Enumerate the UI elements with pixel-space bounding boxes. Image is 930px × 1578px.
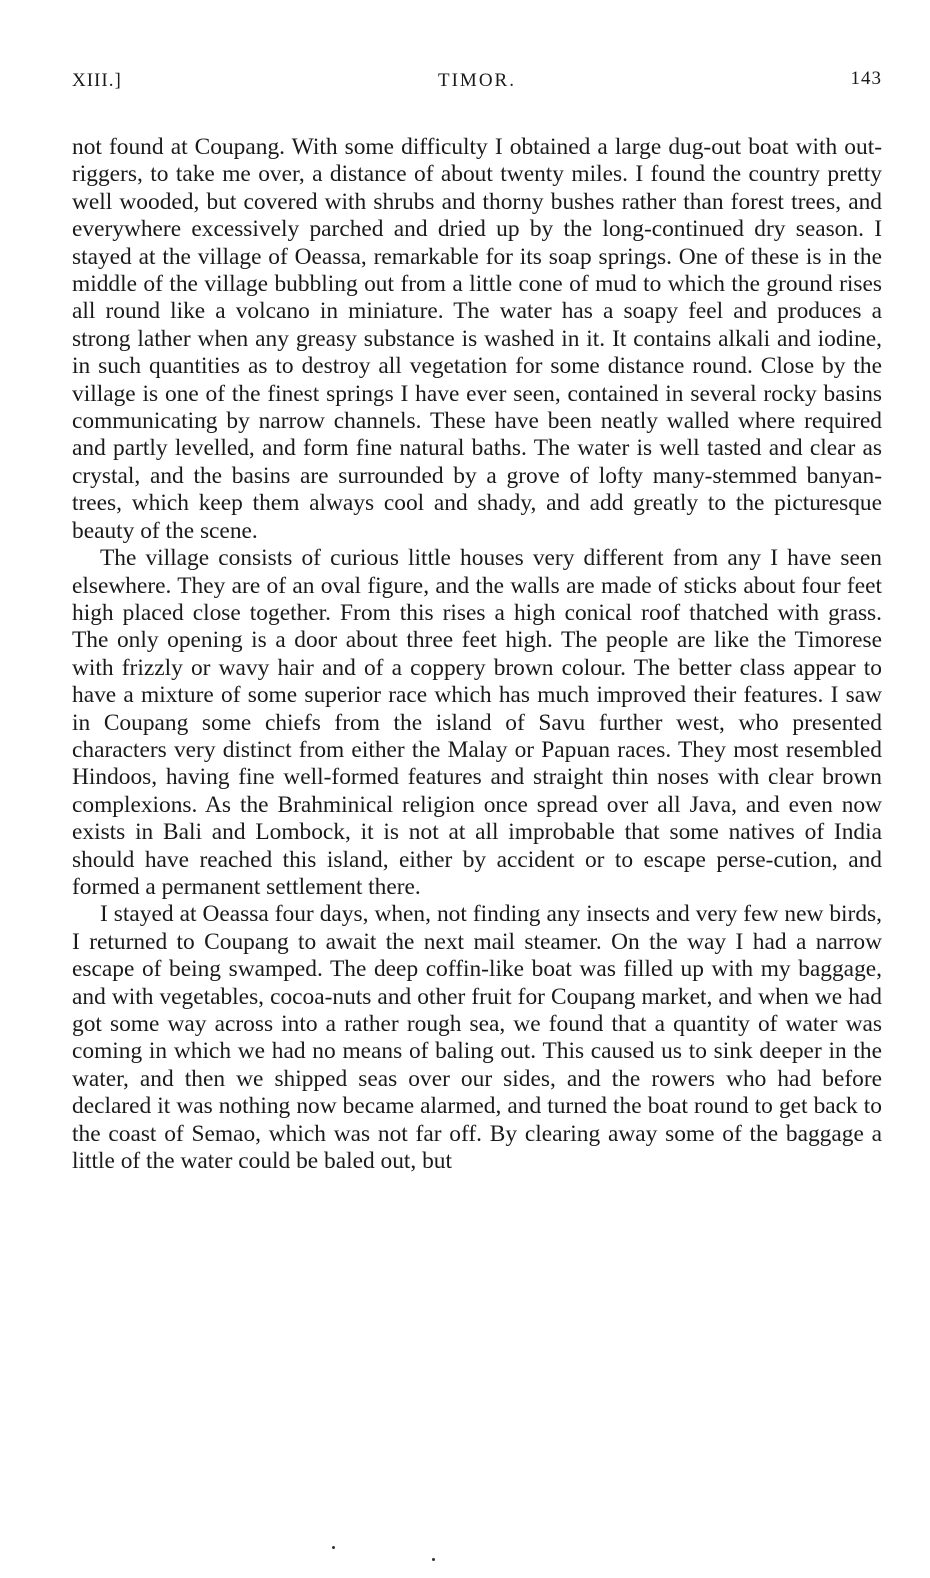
body-text: [72, 134, 882, 1175]
paragraph-3: I stayed at Oeassa four days, when, not finding any insects and very few new birds, I returned to Coupang to await the next mail steamer. On the way I had a narrow escape of being swamped. The deep coffin-like boat was filled up with my baggage, and with vegetables, cocoa-nuts and other fruit for Coupang market, and when we had got some way across into a rather rough sea, we found that a quantity of water was coming in which we had no means of baling out. This caused us to sink deeper in the water, and then we shipped seas over our sides, and the rowers who had before declared it was nothing now became alarmed, and turned the boat round to get back to the coast of Semao, which was not far off. By clearing away some of the baggage a little of the water could be baled out, but: [72, 901, 882, 1175]
book-page: [72, 62, 882, 1175]
running-title: TIMOR.: [438, 70, 516, 91]
chapter-number: XIII.]: [72, 70, 122, 91]
page-number: 143: [850, 68, 882, 89]
scan-speck: [432, 1558, 435, 1561]
running-head: [72, 62, 882, 98]
scan-speck: [332, 1546, 335, 1549]
paragraph-2: The village consists of curious little houses very different from any I have seen elsewhere. They are of an oval figure, and the walls are made of sticks about four feet high placed close together. From this rises a high conical roof thatched with grass. The only opening is a door about three feet high. The people are like the Timorese with frizzly or wavy hair and of a coppery brown colour. The better class appear to have a mixture of some superior race which has much improved their features. I saw in Coupang some chiefs from the island of Savu further west, who presented characters very distinct from either the Malay or Papuan races. They most resembled Hindoos, having fine well-formed features and straight thin noses with clear brown complexions. As the Brahminical religion once spread over all Java, and even now exists in Bali and Lombock, it is not at all improbable that some natives of India should have reached this island, either by accident or to escape perse-cution, and formed a permanent settlement there.: [72, 545, 882, 900]
paragraph-1: not found at Coupang. With some difficulty I obtained a large dug-out boat with out-riggers, to take me over, a distance of about twenty miles. I found the country pretty well wooded, but covered with shrubs and thorny bushes rather than forest trees, and everywhere excessively parched and dried up by the long-continued dry season. I stayed at the village of Oeassa, remarkable for its soap springs. One of these is in the middle of the village bubbling out from a little cone of mud to which the ground rises all round like a volcano in miniature. The water has a soapy feel and produces a strong lather when any greasy substance is washed in it. It contains alkali and iodine, in such quantities as to destroy all vegetation for some distance round. Close by the village is one of the finest springs I have ever seen, contained in several rocky basins communicating by narrow channels. These have been neatly walled where required and partly levelled, and form fine natural baths. The water is well tasted and clear as crystal, and the basins are surrounded by a grove of lofty many-stemmed banyan-trees, which keep them always cool and shady, and add greatly to the picturesque beauty of the scene.: [72, 134, 882, 544]
